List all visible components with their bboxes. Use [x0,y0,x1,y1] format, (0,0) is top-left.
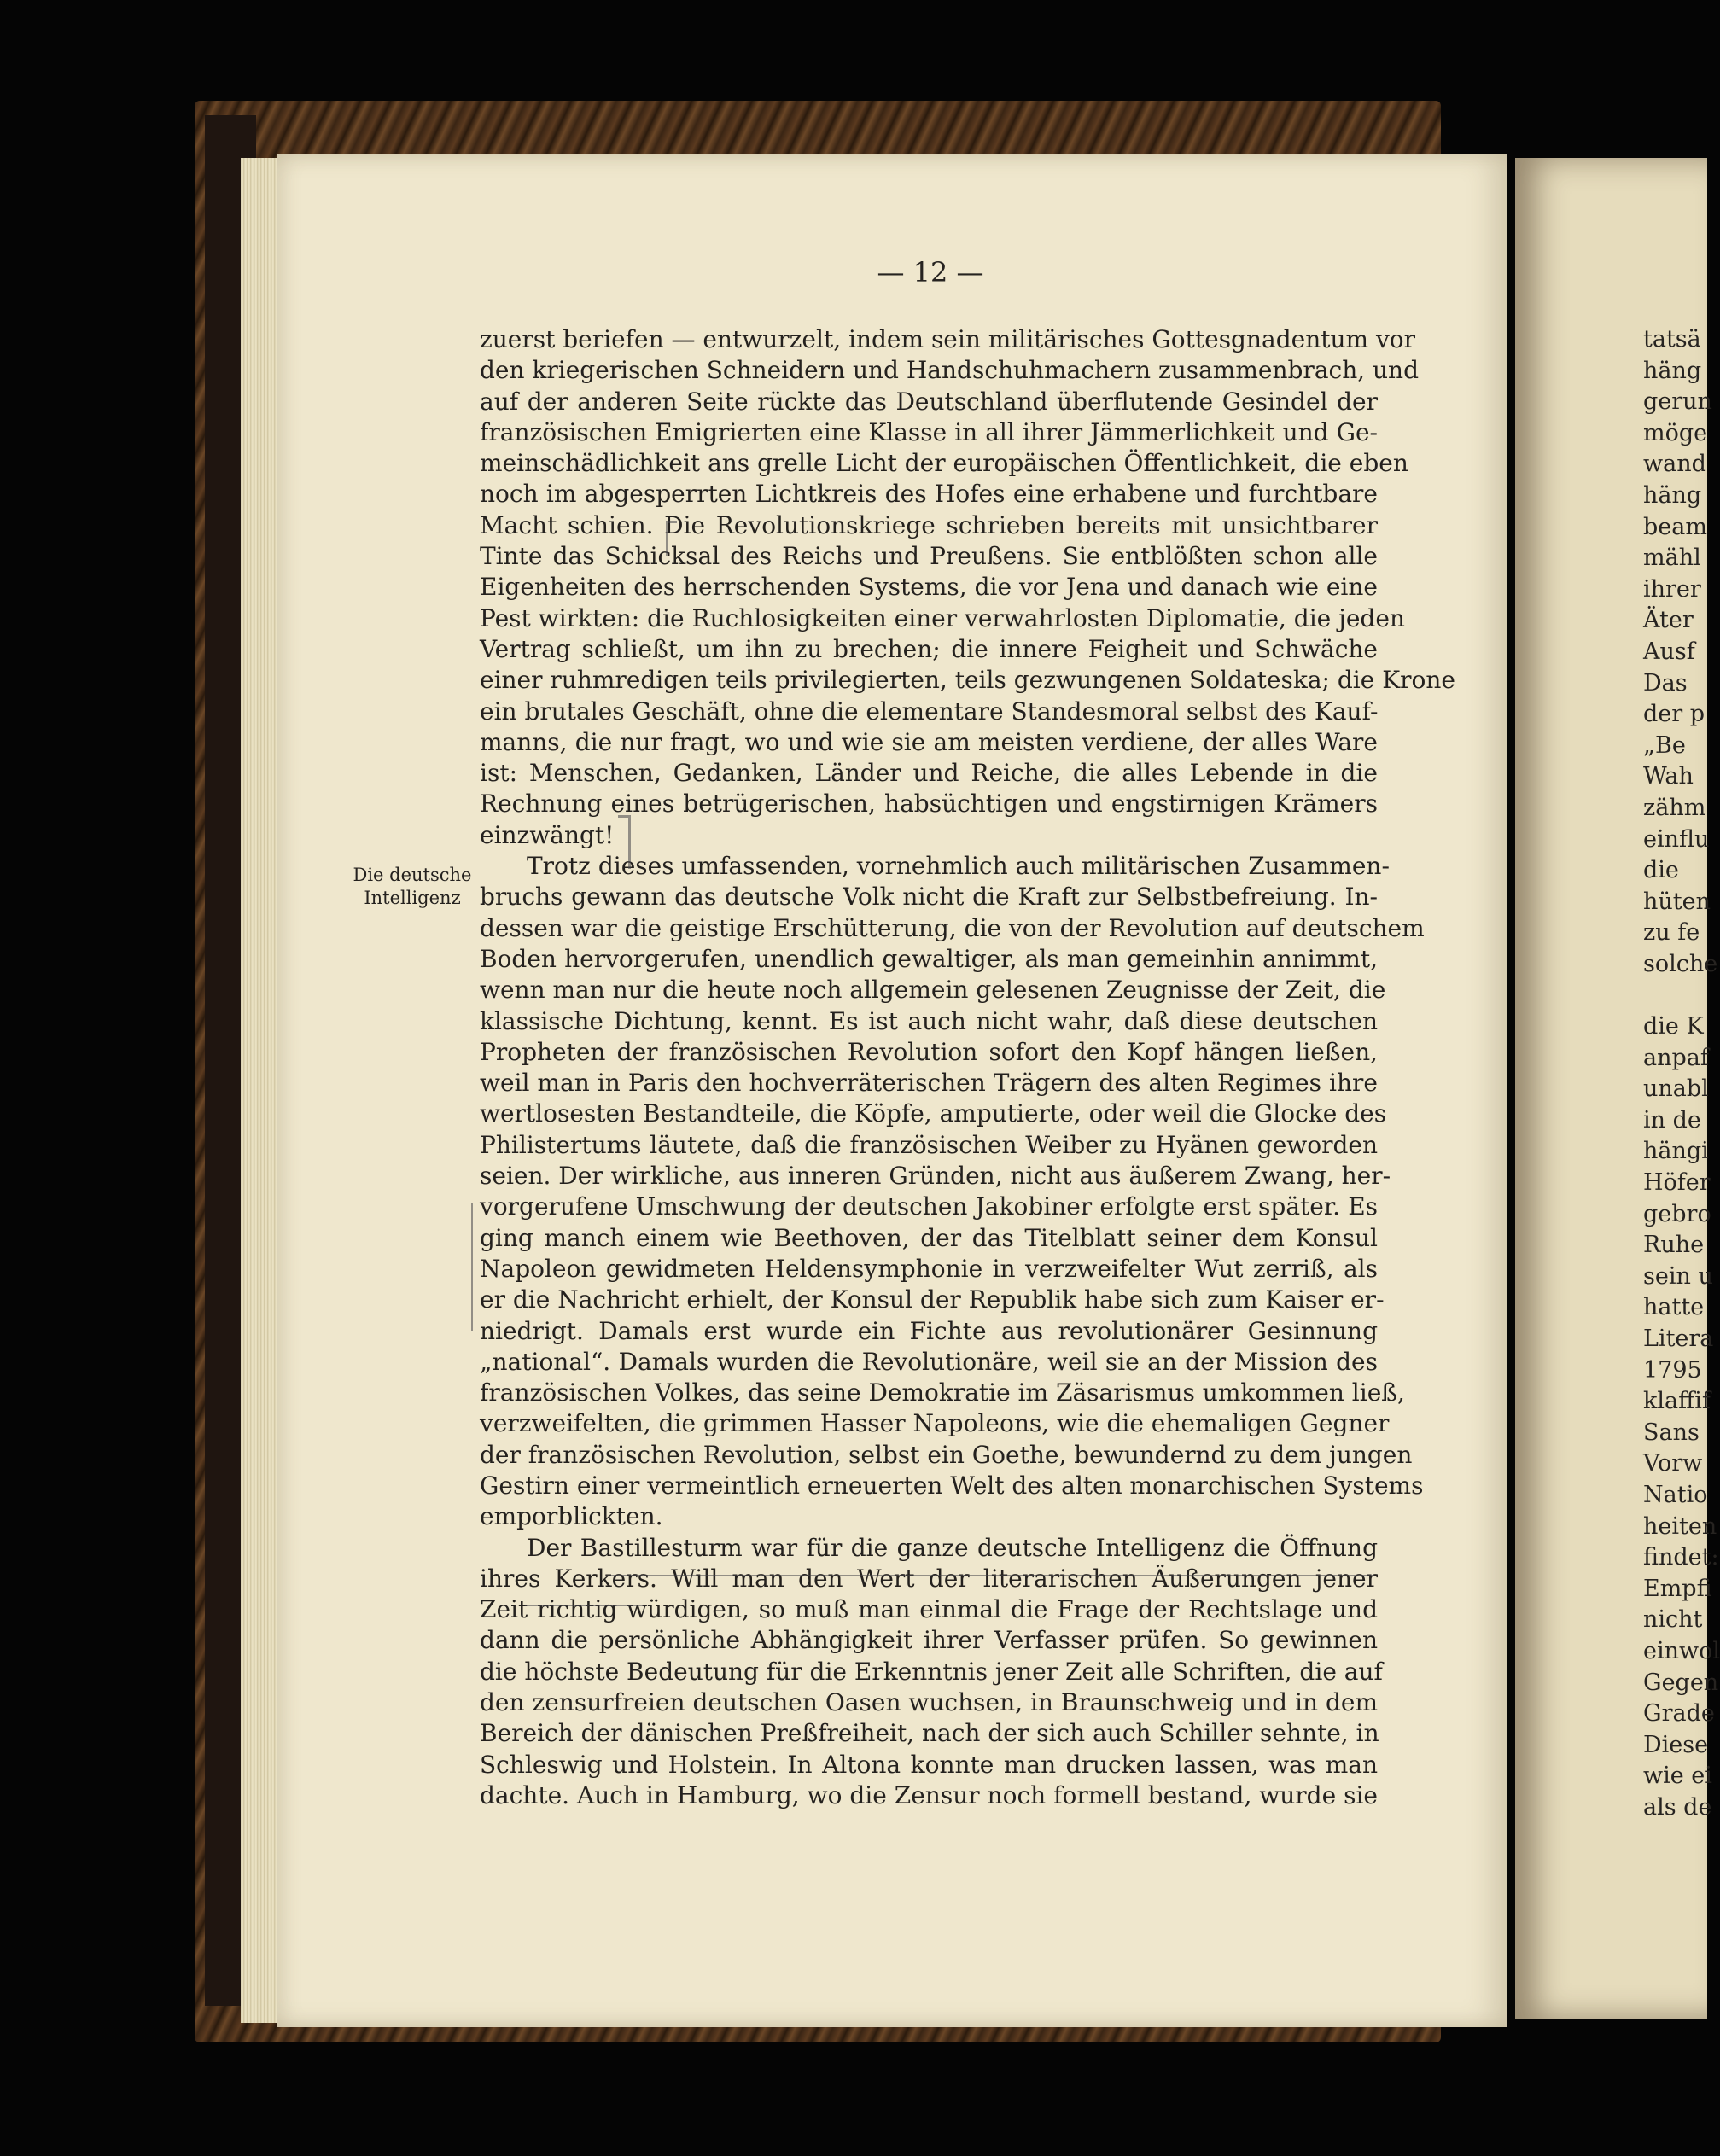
facing-page-fragment: beam [1643,513,1707,540]
pencil-underline [606,1575,1374,1576]
text-line: den kriegerischen Schneidern und Handschuhmachern zusammenbrach, und [480,356,1420,385]
facing-page-fragment: nicht [1643,1606,1703,1634]
facing-page-fragment: wand [1643,451,1706,478]
facing-page-fragment: Ausf [1643,638,1695,665]
facing-page-fragment: Natio [1643,1481,1708,1508]
facing-page-fragment: Empfi [1643,1575,1712,1602]
facing-page-fragment: Höfer [1643,1169,1711,1197]
text-line: wenn man nur die heute noch allgemein gelesenen Zeugnisse der Zeit, die [480,976,1386,1005]
facing-page-fragment: Vorw [1643,1450,1703,1477]
facing-page-fragment: findet: [1643,1544,1719,1571]
text-line: dessen war die geistige Erschütterung, die von der Revolution auf deutschem [480,913,1425,942]
facing-page-fragment: unabl [1643,1075,1709,1103]
facing-page-fragment: hatte [1643,1294,1705,1321]
text-line: Propheten der französischen Revolution sofort den Kopf hängen ließen, [480,1037,1378,1066]
facing-page-fragment: tatsä [1643,326,1701,353]
text-line: Schleswig und Holstein. In Altona konnte man drucken lassen, was man [480,1750,1378,1779]
text-line: den zensurfreien deutschen Oasen wuchsen, in Braunschweig und in dem [480,1688,1378,1717]
text-line: bruchs gewann das deutsche Volk nicht die Kraft zur Selbstbefreiung. In- [480,883,1378,912]
text-line: Pest wirkten: die Ruchlosigkeiten einer verwahrlosten Diplomatie, die jeden [480,603,1405,632]
text-line: Tinte das Schicksal des Reichs und Preußens. Sie entblößten schon alle [480,542,1378,571]
facing-page-fragment: gerun [1643,388,1712,416]
facing-page-fragment: die K [1643,1013,1704,1040]
text-line: auf der anderen Seite rückte das Deutschland überflutende Gesindel der [480,387,1378,416]
facing-page-fragment: hüten [1643,888,1711,915]
pencil-underline [525,1605,644,1606]
text-line: ist: Menschen, Gedanken, Länder und Reiche, die alles Lebende in die [480,759,1378,788]
facing-page-fragment: Ruhe [1643,1232,1705,1259]
text-line: der französischen Revolution, selbst ein Goethe, bewundernd zu dem jungen [480,1440,1413,1469]
margin-note [348,864,476,910]
facing-page-fragment: einwol [1643,1637,1720,1664]
text-line: „national“. Damals wurden die Revolutionäre, weil sie an der Mission des [480,1347,1378,1376]
facing-page-fragment: Sans [1643,1419,1700,1446]
text-line: manns, die nur fragt, wo und wie sie am meisten verdiene, der alles Ware [480,727,1378,756]
facing-page-fragment: Äter [1643,607,1694,634]
text-line: Vertrag schließt, um ihn zu brechen; die innere Feigheit und Schwäche [480,634,1378,663]
text-line: Der Bastillesturm war für die ganze deutsche Intelligenz die Öffnung [527,1533,1378,1562]
text-line: zuerst beriefen — entwurzelt, indem sein militärisches Gottesgnadentum vor [480,325,1416,353]
text-line: dann die persönliche Abhängigkeit ihrer Verfasser prüfen. So gewinnen [480,1626,1378,1655]
facing-page-fragment: wie ei [1643,1763,1712,1790]
text-line: noch im abgesperrten Lichtkreis des Hofes eine erhabene und furchtbare [480,480,1378,509]
facing-page-fragment: anpaf [1643,1044,1709,1071]
facing-page-fragment: in de [1643,1106,1701,1133]
text-line: wertlosesten Bestandteile, die Köpfe, amputierte, oder weil die Glocke des [480,1099,1387,1128]
facing-page-fragment: solche [1643,950,1718,977]
facing-page-fragment: einflu [1643,825,1710,853]
facing-page-fragment: sein u [1643,1262,1713,1290]
facing-page-fragment: Das [1643,669,1688,696]
facing-page-fragment: möge [1643,419,1708,446]
text-line: Bereich der dänischen Preßfreiheit, nach der sich auch Schiller sehnte, in [480,1719,1379,1748]
text-line: Rechnung eines betrügerischen, habsüchtigen und engstirnigen Krämers [480,790,1378,819]
pencil-bracket-mark [618,815,631,869]
text-line: niedrigt. Damals erst wurde ein Fichte aus revolutionärer Gesinnung [480,1316,1378,1345]
text-line: klassische Dichtung, kennt. Es ist auch nicht wahr, daß diese deutschen [480,1006,1378,1035]
text-line: er die Nachricht erhielt, der Konsul der Republik habe sich zum Kaiser er- [480,1285,1385,1314]
text-line: weil man in Paris den hochverräterischen Trägern des alten Regimes ihre [480,1069,1378,1098]
text-line: ging manch einem wie Beethoven, der das Titelblatt seiner dem Konsul [480,1223,1378,1252]
text-line: ihres Kerkers. Will man den Wert der literarischen Äußerungen jener [480,1564,1378,1593]
text-line: französischen Emigrierten eine Klasse in all ihrer Jämmerlichkeit und Ge- [480,417,1378,446]
facing-page-fragment: hängi [1643,1138,1709,1165]
facing-page-fragment: Litera [1643,1326,1714,1352]
text-line: Macht schien. Die Revolutionskriege schrieben bereits mit unsichtbarer [480,510,1378,539]
pencil-bracket-mark [666,521,677,556]
facing-page-fragment: gebro [1643,1200,1711,1227]
text-line: vorgerufene Umschwung der deutschen Jakobiner erfolgte erst später. Es [480,1192,1378,1221]
text-line: meinschädlichkeit ans grelle Licht der europäischen Öffentlichkeit, die eben [480,449,1408,478]
facing-page-fragment: ihrer [1643,575,1701,603]
page-number: — 12 — [877,256,984,288]
facing-page-fragment: Grade [1643,1700,1715,1728]
text-line: dachte. Auch in Hamburg, wo die Zensur noch formell bestand, wurde sie [480,1780,1378,1809]
text-line: einzwängt! [480,820,615,849]
facing-page-fragment: klaffif [1643,1388,1711,1415]
facing-page-fragment: die [1643,857,1679,884]
facing-page-fragment: als de [1643,1793,1712,1821]
facing-page-fragment: mähl [1643,545,1701,572]
pencil-margin-line [471,1203,473,1331]
facing-page-fragment: häng [1643,357,1702,384]
text-line: Eigenheiten des herrschenden Systems, die vor Jena und danach wie eine [480,573,1378,602]
facing-page-fragment: der p [1643,701,1705,728]
margin-note-line: Intelligenz [364,888,461,908]
text-line: Trotz dieses umfassenden, vornehmlich auch militärischen Zusammen- [527,852,1390,881]
facing-page-fragment: zähm [1643,794,1706,821]
facing-page-fragment: 1795 [1643,1356,1702,1384]
text-line: seien. Der wirkliche, aus inneren Gründen, nicht aus äußerem Zwang, her- [480,1162,1391,1191]
text-line: Gestirn einer vermeintlich erneuerten Welt des alten monarchischen Systems [480,1471,1424,1500]
text-line: Napoleon gewidmeten Heldensymphonie in verzweifelter Wut zerriß, als [480,1254,1378,1283]
text-line: emporblickten. [480,1502,663,1531]
facing-page-fragment: Gegen [1643,1669,1719,1696]
facing-page-text [1643,324,1720,1824]
text-line: verzweifelten, die grimmen Hasser Napoleons, wie die ehemaligen Gegner [480,1409,1390,1438]
text-line: ein brutales Geschäft, ohne die elementare Standesmoral selbst des Kauf- [480,696,1379,725]
text-line: Philistertums läutete, daß die französischen Weiber zu Hyänen geworden [480,1130,1378,1159]
facing-page-fragment: „Be [1643,731,1686,759]
text-line: einer ruhmredigen teils privilegierten, teils gezwungenen Soldateska; die Krone [480,666,1455,695]
text-line: die höchste Bedeutung für die Erkenntnis jener Zeit alle Schriften, die auf [480,1657,1383,1686]
body-text [480,324,1455,1811]
facing-page-fragment: Diese [1643,1731,1709,1758]
facing-page-fragment: heiten [1643,1512,1717,1540]
facing-page-fragment: häng [1643,481,1702,509]
text-line: Zeit richtig würdigen, so muß man einmal die Frage der Rechtslage und [480,1595,1378,1624]
text-line: französischen Volkes, das seine Demokratie im Zäsarismus umkommen ließ, [480,1378,1405,1407]
facing-page-fragment: zu fe [1643,919,1700,947]
margin-note-line: Die deutsche [353,865,472,885]
text-line: Boden hervorgerufen, unendlich gewaltiger, als man gemeinhin annimmt, [480,944,1378,973]
facing-page-fragment [1643,980,1707,1011]
facing-page-fragment: Wah [1643,763,1694,790]
